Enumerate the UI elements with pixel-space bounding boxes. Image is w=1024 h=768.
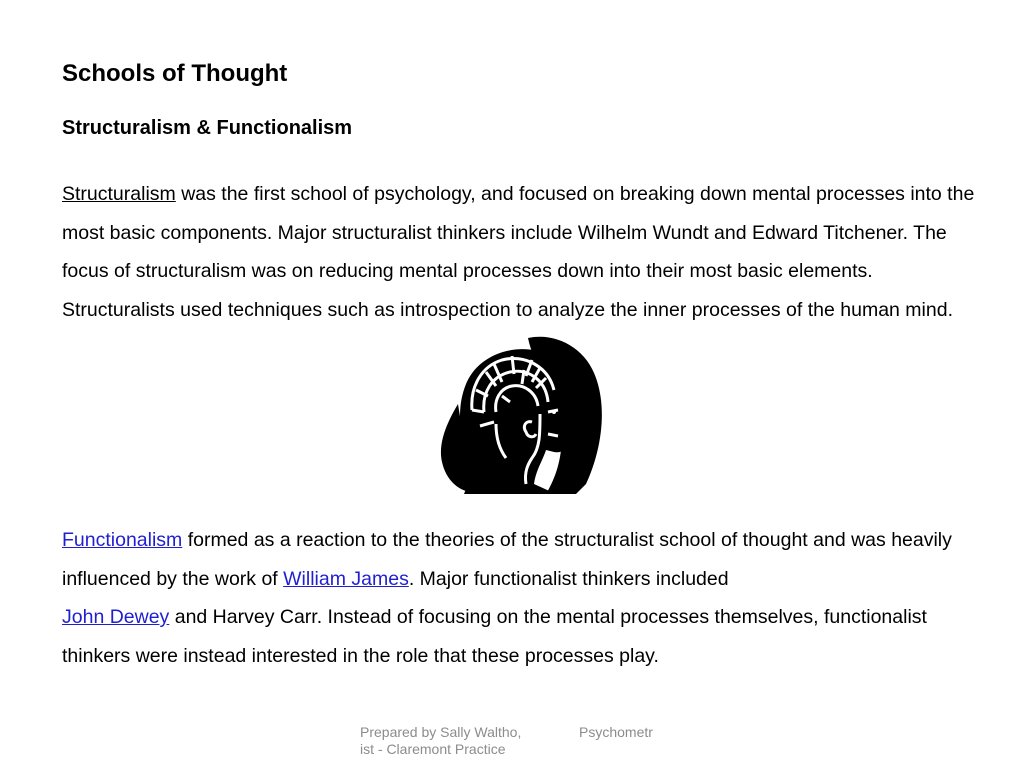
john-dewey-link[interactable]: John Dewey <box>62 606 170 629</box>
functionalism-text-c: and Harvey Carr. Instead of focusing on the mental processes themselves, functionalist thinkers were instead interested in the role that these processes play. <box>62 606 927 667</box>
slide-subtitle: Structuralism & Functionalism <box>62 117 353 139</box>
functionalism-link[interactable]: Functionalism <box>62 529 183 551</box>
footer-line2: ist - Claremont Practice <box>360 741 506 757</box>
head-brain-icon <box>436 334 604 496</box>
structuralism-text: was the first school of psychology, and focused on breaking down mental processes into the most basic components. Major structuralist thinkers include Wilhelm Wundt and Edward Titchener. The focus of structuralism was on reducing mental processes down into their most basic elements. Structuralists used techniques such as introspection to analyze the inner processes of the human mind. <box>62 183 975 321</box>
functionalism-paragraph <box>62 521 982 675</box>
footer <box>360 724 653 758</box>
functionalism-text-b: . Major functionalist thinkers included <box>408 567 729 590</box>
functionalism-text-a: formed as a reaction to the theories of the structuralist school of thought and was heavily influenced by the work of <box>62 529 952 590</box>
william-james-link[interactable]: William James <box>283 567 409 590</box>
structuralism-paragraph <box>62 175 982 329</box>
slide-title: Schools of Thought <box>62 60 288 87</box>
footer-line1-right: Psychometr <box>579 724 653 740</box>
structuralism-term: Structuralism <box>62 183 176 205</box>
footer-line1-left: Prepared by Sally Waltho, <box>360 724 522 740</box>
